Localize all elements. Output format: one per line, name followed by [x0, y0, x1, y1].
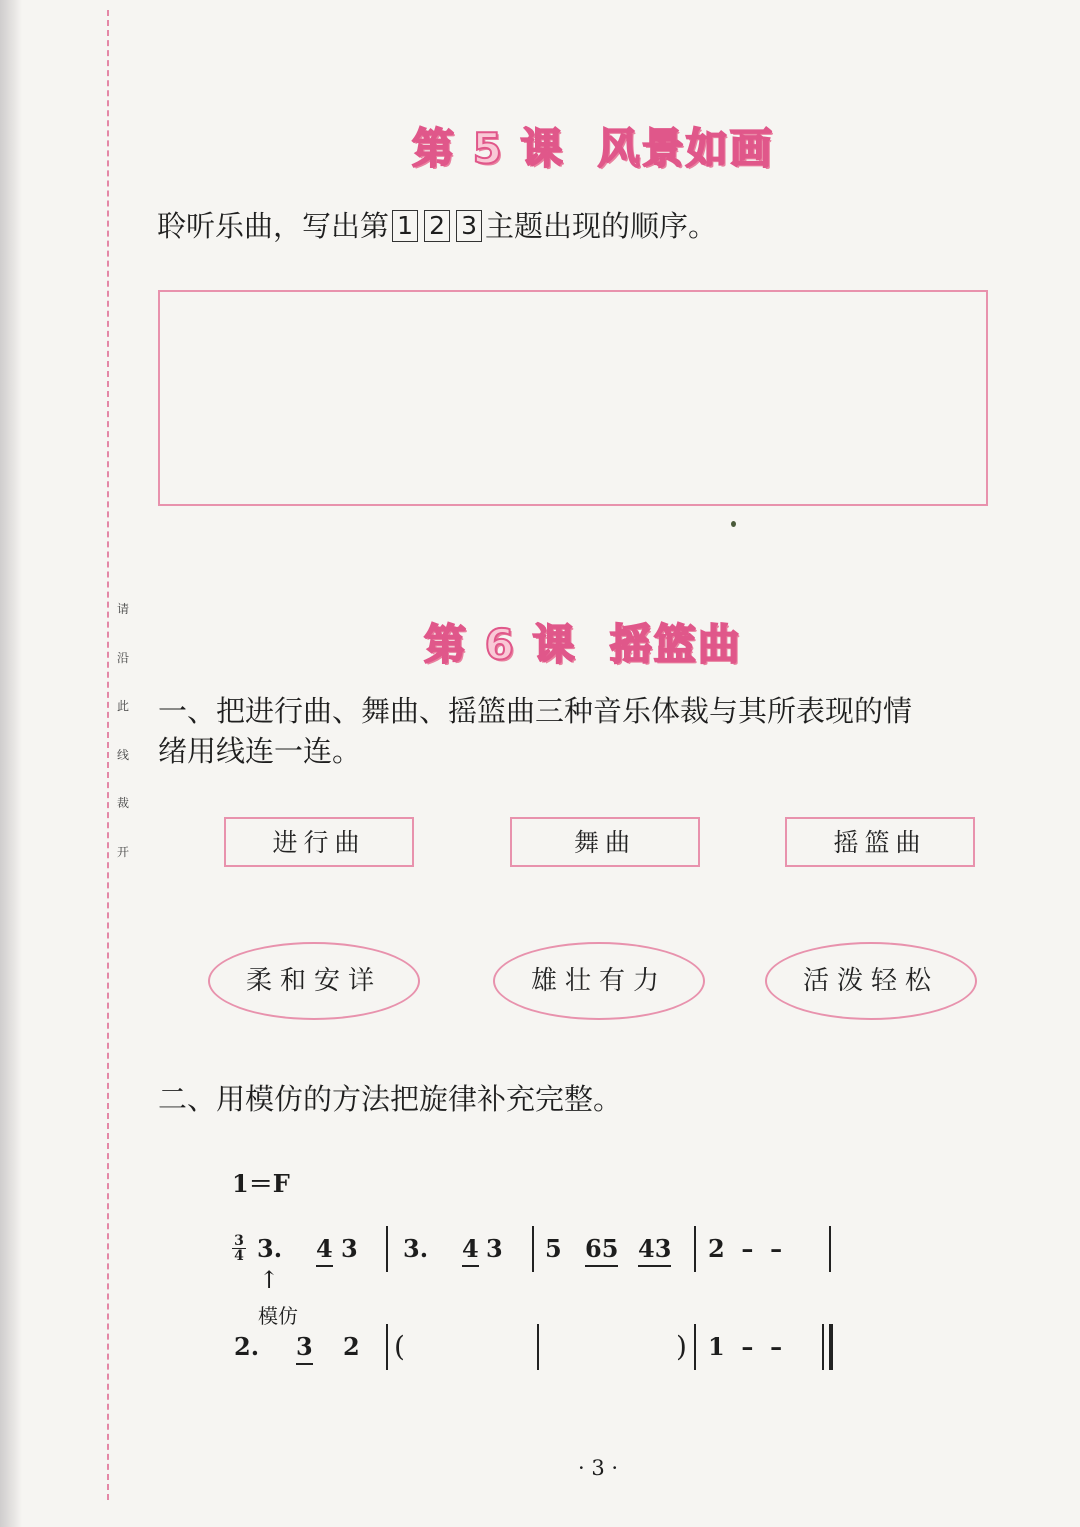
- cut-char: 此: [116, 699, 129, 714]
- page-edge: [0, 0, 22, 1527]
- note: [462, 1234, 479, 1263]
- note: [316, 1234, 333, 1263]
- note-eighth: 4: [462, 1234, 479, 1267]
- note: [585, 1234, 618, 1263]
- final-barline-thin: [822, 1324, 824, 1370]
- cut-line-instruction: [114, 600, 132, 892]
- note-eighth: 3: [296, 1332, 313, 1365]
- note: 2 – –: [708, 1234, 783, 1263]
- time-sig-bottom: 4: [232, 1248, 246, 1263]
- note: [638, 1234, 671, 1263]
- theme-number-box: 3: [456, 210, 482, 242]
- note: 2.: [234, 1332, 260, 1361]
- lesson5-question: [157, 205, 717, 247]
- time-sig-top: 3: [234, 1233, 244, 1249]
- note-sixteenth-pair: 43: [638, 1234, 671, 1267]
- genre-box-march[interactable]: 进行曲: [224, 817, 414, 867]
- cut-char: 开: [116, 844, 129, 859]
- genre-box-lullaby[interactable]: 摇篮曲: [785, 817, 975, 867]
- barline: [694, 1324, 696, 1370]
- open-paren: (: [394, 1330, 405, 1363]
- final-barline-thick: [829, 1324, 833, 1370]
- mood-oval-lively[interactable]: 活泼轻松: [765, 942, 977, 1020]
- answer-box[interactable]: [158, 290, 988, 506]
- cut-char: 裁: [116, 796, 129, 811]
- note: [296, 1332, 313, 1361]
- arrow-up-icon: ↑: [259, 1266, 280, 1294]
- barline[interactable]: [537, 1324, 539, 1370]
- note: 3.: [257, 1234, 283, 1263]
- lesson6-q1-line1: 一、把进行曲、舞曲、摇篮曲三种音乐体裁与其所表现的情: [158, 694, 913, 728]
- cut-line: [107, 10, 109, 1500]
- cut-char: 沿: [116, 650, 129, 665]
- lesson6-title: 第 6 课 摇篮曲: [424, 620, 742, 669]
- lesson6-q2: 二、用模仿的方法把旋律补充完整。: [158, 1082, 623, 1116]
- note: 1 – –: [708, 1332, 783, 1361]
- barline: [829, 1226, 831, 1272]
- question-prefix: 聆听乐曲，写出第: [157, 209, 390, 243]
- time-signature: [232, 1234, 246, 1263]
- note-sixteenth-pair: 65: [585, 1234, 618, 1267]
- theme-number-box: 1: [392, 210, 418, 242]
- page-number: · 3 ·: [578, 1456, 619, 1480]
- lesson6-q1-line2: 绪用线连一连。: [158, 734, 362, 768]
- note: 3: [486, 1234, 503, 1263]
- mood-oval-gentle[interactable]: 柔和安详: [208, 942, 420, 1020]
- barline: [386, 1324, 388, 1370]
- note: 5: [545, 1234, 562, 1263]
- close-paren: ): [676, 1330, 687, 1363]
- cut-char: 请: [116, 602, 129, 616]
- imitate-label: 模仿: [258, 1304, 298, 1328]
- paper-speck: [731, 521, 736, 527]
- question-suffix: 主题出现的顺序。: [485, 209, 718, 243]
- theme-number-box: 2: [424, 210, 450, 242]
- note: 3: [341, 1234, 358, 1263]
- genre-box-dance[interactable]: 舞曲: [510, 817, 700, 867]
- key-signature: 1＝F: [232, 1169, 290, 1198]
- note-eighth: 4: [316, 1234, 333, 1267]
- barline: [386, 1226, 388, 1272]
- barline: [532, 1226, 534, 1272]
- note: 2: [343, 1332, 360, 1361]
- note: 3.: [403, 1234, 429, 1263]
- barline: [694, 1226, 696, 1272]
- mood-oval-majestic[interactable]: 雄壮有力: [493, 942, 705, 1020]
- cut-char: 线: [116, 747, 129, 762]
- lesson5-title: 第 5 课 风景如画: [412, 124, 774, 173]
